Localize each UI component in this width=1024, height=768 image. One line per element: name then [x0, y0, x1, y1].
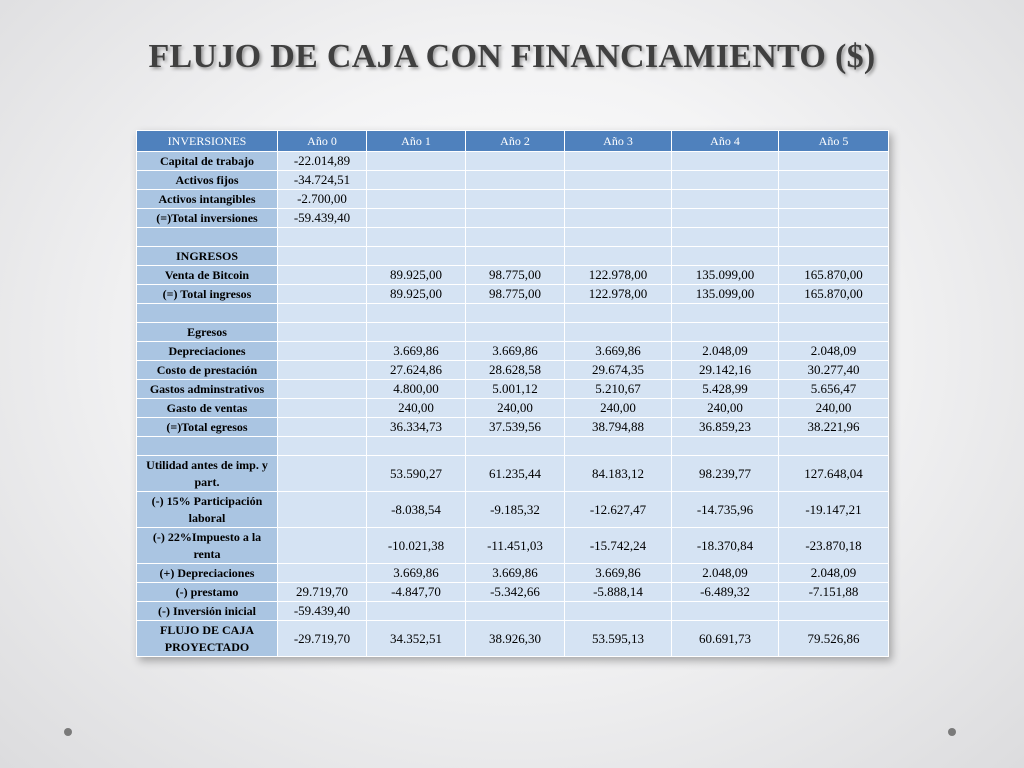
- row-label: (+) Depreciaciones: [137, 564, 278, 583]
- value-cell: 29.674,35: [565, 361, 672, 380]
- value-cell: 165.870,00: [779, 266, 889, 285]
- value-cell: [672, 323, 779, 342]
- value-cell: [466, 152, 565, 171]
- value-cell: [565, 247, 672, 266]
- value-cell: 2.048,09: [672, 564, 779, 583]
- table-row: [137, 304, 889, 323]
- value-cell: [278, 564, 367, 583]
- value-cell: 5.656,47: [779, 380, 889, 399]
- value-cell: 240,00: [367, 399, 466, 418]
- value-cell: -4.847,70: [367, 583, 466, 602]
- row-label: (-) prestamo: [137, 583, 278, 602]
- table-row: [137, 285, 889, 304]
- row-label: [137, 304, 278, 323]
- value-cell: [672, 152, 779, 171]
- value-cell: 5.428,99: [672, 380, 779, 399]
- table-row: [137, 266, 889, 285]
- value-cell: [565, 437, 672, 456]
- value-cell: 2.048,09: [779, 342, 889, 361]
- value-cell: [466, 190, 565, 209]
- value-cell: 84.183,12: [565, 456, 672, 492]
- value-cell: [367, 323, 466, 342]
- value-cell: [672, 209, 779, 228]
- value-cell: 89.925,00: [367, 285, 466, 304]
- row-label: Costo de prestación: [137, 361, 278, 380]
- header-cell: Año 3: [565, 131, 672, 152]
- value-cell: 29.719,70: [278, 583, 367, 602]
- header-cell: Año 2: [466, 131, 565, 152]
- value-cell: 135.099,00: [672, 266, 779, 285]
- row-label: Gasto de ventas: [137, 399, 278, 418]
- value-cell: -9.185,32: [466, 492, 565, 528]
- value-cell: 34.352,51: [367, 621, 466, 657]
- value-cell: -12.627,47: [565, 492, 672, 528]
- table-row: [137, 437, 889, 456]
- header-cell: Año 5: [779, 131, 889, 152]
- value-cell: 2.048,09: [779, 564, 889, 583]
- row-label: FLUJO DE CAJA PROYECTADO: [137, 621, 278, 657]
- value-cell: 240,00: [672, 399, 779, 418]
- value-cell: -10.021,38: [367, 528, 466, 564]
- header-cell: Año 1: [367, 131, 466, 152]
- table-row: [137, 492, 889, 528]
- value-cell: [466, 304, 565, 323]
- value-cell: [466, 209, 565, 228]
- value-cell: [278, 285, 367, 304]
- table-row: [137, 228, 889, 247]
- value-cell: [278, 492, 367, 528]
- value-cell: 135.099,00: [672, 285, 779, 304]
- row-label: Depreciaciones: [137, 342, 278, 361]
- value-cell: [278, 361, 367, 380]
- value-cell: -22.014,89: [278, 152, 367, 171]
- value-cell: 30.277,40: [779, 361, 889, 380]
- value-cell: [565, 323, 672, 342]
- value-cell: 2.048,09: [672, 342, 779, 361]
- value-cell: [278, 228, 367, 247]
- value-cell: [565, 209, 672, 228]
- header-cell: Año 4: [672, 131, 779, 152]
- value-cell: 240,00: [779, 399, 889, 418]
- row-label: (-) Inversión inicial: [137, 602, 278, 621]
- value-cell: 61.235,44: [466, 456, 565, 492]
- table-row: [137, 528, 889, 564]
- value-cell: [565, 228, 672, 247]
- table-row: [137, 190, 889, 209]
- value-cell: 3.669,86: [466, 342, 565, 361]
- value-cell: [367, 437, 466, 456]
- row-label: Capital de trabajo: [137, 152, 278, 171]
- value-cell: [367, 247, 466, 266]
- value-cell: 127.648,04: [779, 456, 889, 492]
- row-label: (=)Total egresos: [137, 418, 278, 437]
- nav-dot-right: [948, 728, 956, 736]
- value-cell: -34.724,51: [278, 171, 367, 190]
- value-cell: [672, 171, 779, 190]
- row-label: Egresos: [137, 323, 278, 342]
- value-cell: [565, 152, 672, 171]
- value-cell: [672, 437, 779, 456]
- value-cell: [779, 209, 889, 228]
- table-row: [137, 323, 889, 342]
- value-cell: 53.595,13: [565, 621, 672, 657]
- value-cell: [278, 342, 367, 361]
- row-label: (=) Total ingresos: [137, 285, 278, 304]
- header-cell: Año 0: [278, 131, 367, 152]
- row-label: (-) 22%Impuesto a la renta: [137, 528, 278, 564]
- value-cell: 89.925,00: [367, 266, 466, 285]
- value-cell: 3.669,86: [466, 564, 565, 583]
- value-cell: [367, 304, 466, 323]
- row-label: Activos intangibles: [137, 190, 278, 209]
- cash-flow-table: [136, 130, 889, 657]
- value-cell: 165.870,00: [779, 285, 889, 304]
- row-label: (=)Total inversiones: [137, 209, 278, 228]
- value-cell: [565, 171, 672, 190]
- value-cell: [466, 228, 565, 247]
- value-cell: 122.978,00: [565, 285, 672, 304]
- value-cell: -18.370,84: [672, 528, 779, 564]
- value-cell: [278, 247, 367, 266]
- value-cell: 240,00: [466, 399, 565, 418]
- value-cell: 37.539,56: [466, 418, 565, 437]
- table-row: [137, 209, 889, 228]
- value-cell: 5.210,67: [565, 380, 672, 399]
- value-cell: -14.735,96: [672, 492, 779, 528]
- value-cell: 36.334,73: [367, 418, 466, 437]
- value-cell: -6.489,32: [672, 583, 779, 602]
- table-row: [137, 171, 889, 190]
- value-cell: [779, 323, 889, 342]
- table-header-row: [137, 131, 889, 152]
- value-cell: [278, 418, 367, 437]
- value-cell: [779, 304, 889, 323]
- value-cell: 3.669,86: [565, 342, 672, 361]
- value-cell: -59.439,40: [278, 602, 367, 621]
- value-cell: [779, 247, 889, 266]
- value-cell: [672, 247, 779, 266]
- value-cell: [779, 190, 889, 209]
- header-cell: INVERSIONES: [137, 131, 278, 152]
- value-cell: -7.151,88: [779, 583, 889, 602]
- value-cell: -59.439,40: [278, 209, 367, 228]
- table-row: [137, 583, 889, 602]
- value-cell: [466, 437, 565, 456]
- value-cell: 122.978,00: [565, 266, 672, 285]
- nav-dot-left: [64, 728, 72, 736]
- value-cell: [672, 190, 779, 209]
- value-cell: [367, 152, 466, 171]
- value-cell: -29.719,70: [278, 621, 367, 657]
- value-cell: 98.239,77: [672, 456, 779, 492]
- value-cell: [565, 602, 672, 621]
- value-cell: [672, 304, 779, 323]
- value-cell: 28.628,58: [466, 361, 565, 380]
- value-cell: 36.859,23: [672, 418, 779, 437]
- value-cell: -5.888,14: [565, 583, 672, 602]
- row-label: [137, 228, 278, 247]
- value-cell: 98.775,00: [466, 285, 565, 304]
- value-cell: [672, 602, 779, 621]
- row-label: INGRESOS: [137, 247, 278, 266]
- value-cell: 3.669,86: [367, 564, 466, 583]
- table-row: [137, 456, 889, 492]
- value-cell: [779, 228, 889, 247]
- value-cell: [466, 602, 565, 621]
- table-row: [137, 621, 889, 657]
- value-cell: 3.669,86: [565, 564, 672, 583]
- value-cell: 98.775,00: [466, 266, 565, 285]
- value-cell: 4.800,00: [367, 380, 466, 399]
- row-label: (-) 15% Participación laboral: [137, 492, 278, 528]
- value-cell: [367, 209, 466, 228]
- value-cell: -2.700,00: [278, 190, 367, 209]
- value-cell: [466, 171, 565, 190]
- value-cell: [278, 528, 367, 564]
- table-row: [137, 247, 889, 266]
- value-cell: [565, 190, 672, 209]
- value-cell: 5.001,12: [466, 380, 565, 399]
- value-cell: [367, 228, 466, 247]
- value-cell: [278, 456, 367, 492]
- value-cell: 240,00: [565, 399, 672, 418]
- table-row: [137, 342, 889, 361]
- value-cell: 38.926,30: [466, 621, 565, 657]
- row-label: Venta de Bitcoin: [137, 266, 278, 285]
- value-cell: [466, 323, 565, 342]
- value-cell: [779, 602, 889, 621]
- row-label: [137, 437, 278, 456]
- value-cell: [278, 323, 367, 342]
- value-cell: [278, 266, 367, 285]
- value-cell: 38.221,96: [779, 418, 889, 437]
- value-cell: -15.742,24: [565, 528, 672, 564]
- table-row: [137, 564, 889, 583]
- value-cell: [779, 152, 889, 171]
- value-cell: [367, 602, 466, 621]
- value-cell: [278, 304, 367, 323]
- page-title: FLUJO DE CAJA CON FINANCIAMIENTO ($): [148, 38, 876, 75]
- value-cell: -8.038,54: [367, 492, 466, 528]
- table-row: [137, 418, 889, 437]
- table-row: [137, 361, 889, 380]
- value-cell: 38.794,88: [565, 418, 672, 437]
- table-row: [137, 380, 889, 399]
- value-cell: 3.669,86: [367, 342, 466, 361]
- value-cell: 53.590,27: [367, 456, 466, 492]
- value-cell: 60.691,73: [672, 621, 779, 657]
- value-cell: [672, 228, 779, 247]
- value-cell: [565, 304, 672, 323]
- table-row: [137, 399, 889, 418]
- value-cell: -19.147,21: [779, 492, 889, 528]
- value-cell: [779, 437, 889, 456]
- table-row: [137, 602, 889, 621]
- value-cell: 27.624,86: [367, 361, 466, 380]
- row-label: Activos fijos: [137, 171, 278, 190]
- value-cell: -23.870,18: [779, 528, 889, 564]
- value-cell: [466, 247, 565, 266]
- row-label: Utilidad antes de imp. y part.: [137, 456, 278, 492]
- value-cell: [278, 437, 367, 456]
- value-cell: 29.142,16: [672, 361, 779, 380]
- table-row: [137, 152, 889, 171]
- value-cell: -11.451,03: [466, 528, 565, 564]
- value-cell: 79.526,86: [779, 621, 889, 657]
- value-cell: [278, 399, 367, 418]
- value-cell: [367, 190, 466, 209]
- value-cell: [278, 380, 367, 399]
- row-label: Gastos adminstrativos: [137, 380, 278, 399]
- value-cell: [367, 171, 466, 190]
- value-cell: -5.342,66: [466, 583, 565, 602]
- value-cell: [779, 171, 889, 190]
